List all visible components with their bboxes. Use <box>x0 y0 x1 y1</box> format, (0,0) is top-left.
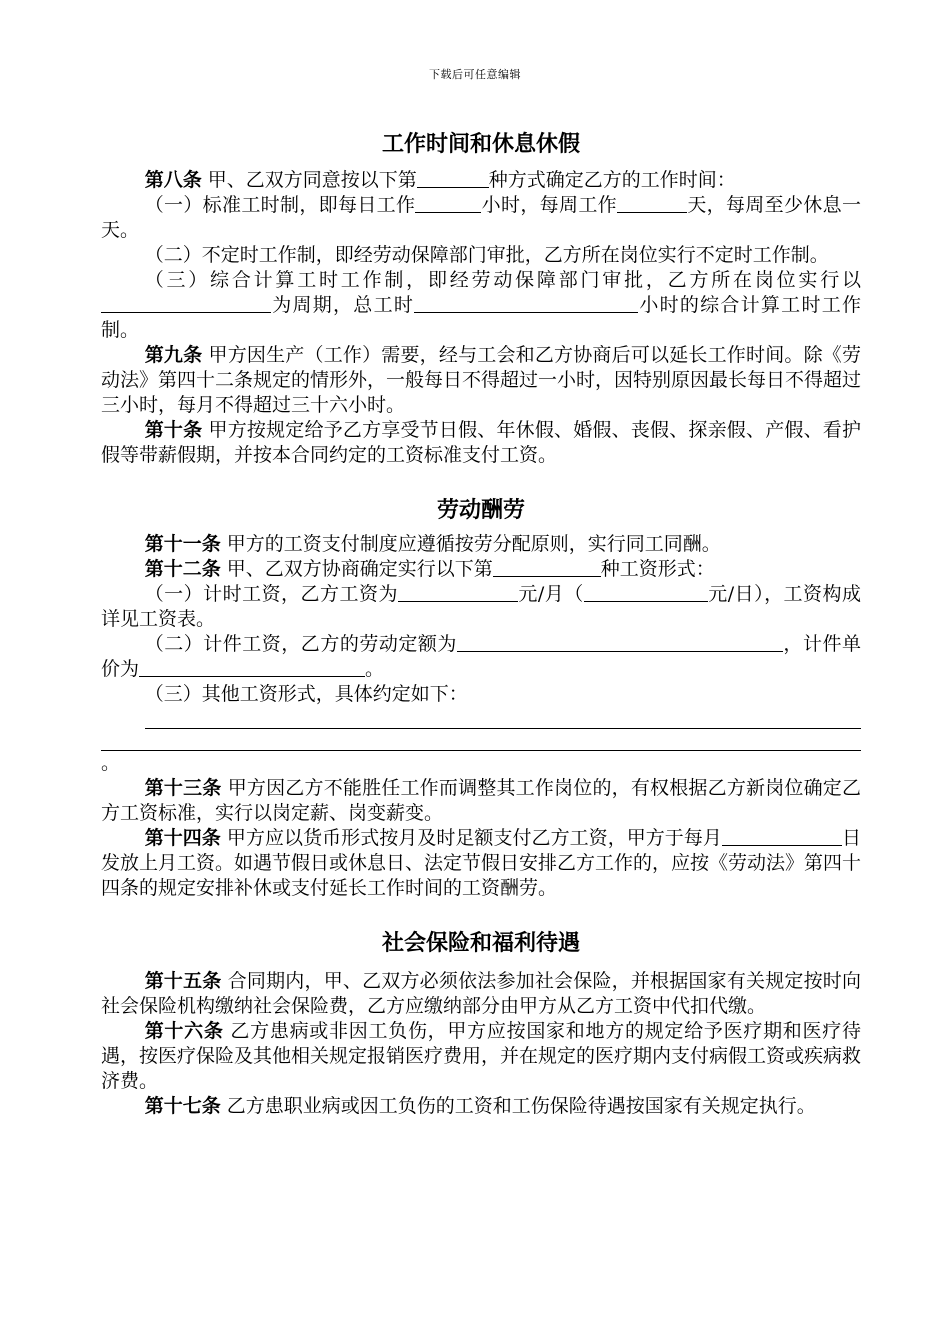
article-label: 第十五条 <box>144 970 222 992</box>
item-text: 元/日），工资构成详见工资表。 <box>101 583 861 630</box>
item-text: ，计件单价为 <box>101 633 861 680</box>
article-8-item-3 <box>101 268 861 343</box>
article-label: 第十三条 <box>144 777 222 799</box>
article-label: 第十四条 <box>144 827 221 849</box>
section-title-working-hours: 工作时间和休息休假 <box>381 132 580 157</box>
article-label: 第十条 <box>144 419 203 441</box>
article-12-item-1 <box>101 582 861 632</box>
article-9 <box>101 343 861 418</box>
article-label: 第十二条 <box>144 558 221 580</box>
article-text: 日发放上月工资。如遇节假日或休息日、法定节假日安排乙方工作的，应按《劳动法》第四十四条的规定安排补休或支付延长工作时间的工资酬劳。 <box>101 827 862 899</box>
article-text: 甲、乙双方同意按以下第 <box>201 169 417 191</box>
item-text: 。 <box>365 658 385 680</box>
fill-blank[interactable] <box>722 827 842 846</box>
article-17 <box>101 1094 861 1119</box>
article-8-item-2: （二）不定时工作制，即经劳动保障部门审批，乙方所在岗位实行不定时工作制。 <box>144 244 829 266</box>
section-title-social-insurance: 社会保险和福利待遇 <box>381 931 580 956</box>
article-13 <box>101 776 861 826</box>
article-11 <box>101 532 861 557</box>
article-16 <box>101 1019 861 1094</box>
article-12-item-2 <box>101 632 861 682</box>
article-8 <box>101 168 861 193</box>
item-text: （一）计时工资，乙方工资为 <box>144 583 398 605</box>
item-text: 天，每周至少休息一天。 <box>101 194 861 241</box>
fill-line[interactable] <box>101 729 861 751</box>
page-header-note: 下载后可任意编辑 <box>429 68 521 81</box>
article-label: 第八条 <box>144 169 202 191</box>
article-text: 甲方按规定给予乙方享受节日假、年休假、婚假、丧假、探亲假、产假、看护假等带薪假期，并按本合同约定的工资标准支付工资。 <box>101 419 861 466</box>
article-label: 第十七条 <box>144 1095 221 1117</box>
item-text: 为周期，总工时 <box>271 294 415 316</box>
article-text: 甲方的工资支付制度应遵循按劳分配原则，实行同工同酬。 <box>220 533 721 555</box>
article-text: 乙方患病或非因工负伤，甲方应按国家和地方的规定给予医疗期和医疗待遇，按医疗保险及其他相关规定报销医疗费用，并在规定的医疗期内支付病假工资或疾病救济费。 <box>101 1020 862 1092</box>
fill-blank[interactable] <box>493 558 601 577</box>
item-text: 小时的综合计算工时工作制。 <box>101 294 861 341</box>
article-text: 合同期内，甲、乙双方必须依法参加社会保险，并根据国家有关规定按时向社会保险机构缴纳社会保险费，乙方应缴纳部分由甲方从乙方工资中代扣代缴。 <box>101 970 861 1017</box>
item-text: （三）综合计算工时工作制，即经劳动保障部门审批，乙方所在岗位实行以 <box>144 269 861 291</box>
fill-blank[interactable] <box>101 294 271 313</box>
article-10 <box>101 418 861 468</box>
article-text: 甲方应以货币形式按月及时足额支付乙方工资，甲方于每月 <box>220 827 722 849</box>
article-text: 甲方因乙方不能胜任工作而调整其工作岗位的，有权根据乙方新岗位确定乙方工资标准，实行以岗定薪、岗变薪变。 <box>101 777 861 824</box>
article-label: 第九条 <box>144 344 203 366</box>
item-text: （一）标准工时制，即每日工作 <box>144 194 416 216</box>
article-12 <box>101 557 861 582</box>
fill-line[interactable] <box>145 707 861 729</box>
item-text: （二）计件工资，乙方的劳动定额为 <box>144 633 457 655</box>
article-text: 甲、乙双方协商确定实行以下第 <box>220 558 493 580</box>
fill-blank[interactable] <box>139 658 365 677</box>
article-12-item-3: （三）其他工资形式，具体约定如下： <box>144 683 468 705</box>
section-title-remuneration: 劳动酬劳 <box>436 498 525 523</box>
fill-blank[interactable] <box>457 633 783 652</box>
article-label: 第十一条 <box>144 533 221 555</box>
article-text: 乙方患职业病或因工负伤的工资和工伤保险待遇按国家有关规定执行。 <box>220 1095 816 1117</box>
fill-blank[interactable] <box>398 583 518 602</box>
article-text: 种工资形式： <box>600 558 715 580</box>
article-label: 第十六条 <box>144 1020 224 1042</box>
fill-blank[interactable] <box>415 194 481 213</box>
article-12-end: 。 <box>101 752 121 774</box>
fill-blank[interactable] <box>417 169 489 188</box>
article-8-item-1 <box>101 193 861 243</box>
fill-blank[interactable] <box>584 583 708 602</box>
article-text: 种方式确定乙方的工作时间： <box>488 169 736 191</box>
article-text: 甲方因生产（工作）需要，经与工会和乙方协商后可以延长工作时间。除《劳动法》第四十二条规定的情形外，一般每日不得超过一小时，因特别原因最长每日不得超过三小时，每月不得超过三十六小时。 <box>101 344 862 416</box>
fill-blank[interactable] <box>617 194 687 213</box>
fill-blank[interactable] <box>414 294 638 313</box>
item-text: 元/月（ <box>517 583 584 605</box>
item-text: 小时，每周工作 <box>481 194 617 216</box>
document-body <box>101 128 861 1119</box>
article-14 <box>101 826 861 901</box>
article-15 <box>101 969 861 1019</box>
